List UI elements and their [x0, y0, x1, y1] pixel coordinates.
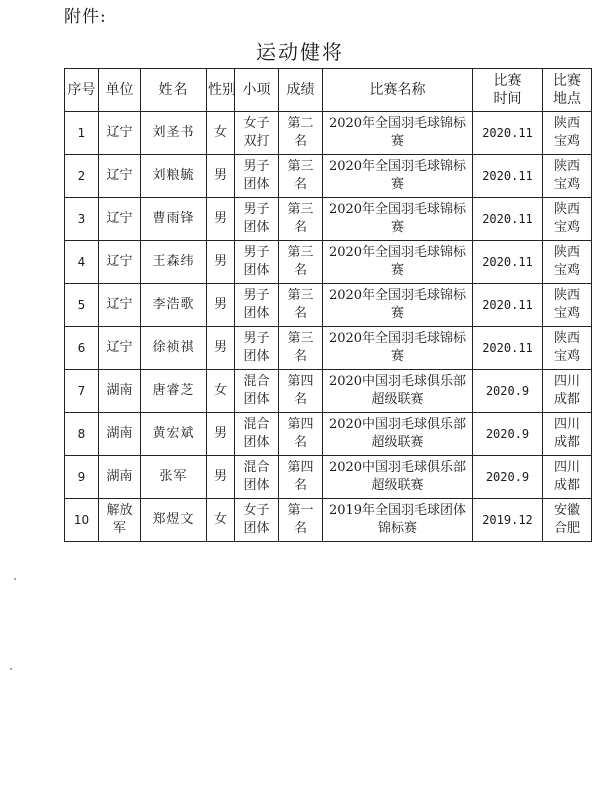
column-header-place: 比赛地点 — [543, 69, 592, 112]
cell-result: 第二名 — [279, 112, 323, 155]
cell-place: 四川成都 — [543, 456, 592, 499]
cell-date: 2020.11 — [473, 112, 543, 155]
cell-date: 2020.11 — [473, 284, 543, 327]
cell-competition: 2020年全国羽毛球锦标赛 — [323, 284, 473, 327]
table-header-row — [65, 69, 592, 112]
cell-name: 郑煜文 — [141, 499, 207, 542]
cell-unit: 辽宁 — [99, 112, 141, 155]
cell-date: 2020.11 — [473, 155, 543, 198]
cell-date: 2020.11 — [473, 241, 543, 284]
cell-unit: 辽宁 — [99, 284, 141, 327]
cell-event: 男子团体 — [235, 284, 279, 327]
column-header-result: 成绩 — [279, 69, 323, 112]
cell-gender: 男 — [207, 327, 235, 370]
cell-no: 4 — [65, 241, 99, 284]
table-row — [65, 284, 592, 327]
cell-competition: 2020年全国羽毛球锦标赛 — [323, 241, 473, 284]
cell-gender: 男 — [207, 241, 235, 284]
cell-gender: 男 — [207, 198, 235, 241]
table-row — [65, 456, 592, 499]
cell-result: 第三名 — [279, 155, 323, 198]
table-row — [65, 499, 592, 542]
cell-no: 1 — [65, 112, 99, 155]
cell-name: 刘粮毓 — [141, 155, 207, 198]
cell-unit: 湖南 — [99, 370, 141, 413]
cell-date: 2020.11 — [473, 327, 543, 370]
scan-speck — [14, 578, 16, 580]
cell-event: 女子团体 — [235, 499, 279, 542]
cell-name: 张军 — [141, 456, 207, 499]
cell-no: 3 — [65, 198, 99, 241]
cell-gender: 女 — [207, 499, 235, 542]
cell-event: 女子双打 — [235, 112, 279, 155]
cell-unit: 湖南 — [99, 456, 141, 499]
cell-no: 8 — [65, 413, 99, 456]
cell-unit: 辽宁 — [99, 155, 141, 198]
cell-date: 2020.9 — [473, 370, 543, 413]
cell-gender: 男 — [207, 155, 235, 198]
cell-event: 男子团体 — [235, 155, 279, 198]
cell-place: 陕西宝鸡 — [543, 284, 592, 327]
cell-event: 男子团体 — [235, 241, 279, 284]
cell-no: 9 — [65, 456, 99, 499]
cell-name: 黄宏斌 — [141, 413, 207, 456]
cell-name: 李浩歌 — [141, 284, 207, 327]
cell-result: 第四名 — [279, 413, 323, 456]
scan-speck — [10, 668, 12, 670]
cell-result: 第一名 — [279, 499, 323, 542]
cell-competition: 2020年全国羽毛球锦标赛 — [323, 112, 473, 155]
column-header-competition: 比赛名称 — [323, 69, 473, 112]
cell-no: 10 — [65, 499, 99, 542]
cell-place: 四川成都 — [543, 370, 592, 413]
cell-place: 安徽合肥 — [543, 499, 592, 542]
column-header-name: 姓名 — [141, 69, 207, 112]
cell-competition: 2020中国羽毛球俱乐部超级联赛 — [323, 456, 473, 499]
table-row — [65, 241, 592, 284]
table-row — [65, 413, 592, 456]
column-header-event: 小项 — [235, 69, 279, 112]
cell-gender: 女 — [207, 370, 235, 413]
cell-date: 2020.9 — [473, 413, 543, 456]
cell-competition: 2020中国羽毛球俱乐部超级联赛 — [323, 370, 473, 413]
table-row — [65, 112, 592, 155]
cell-gender: 男 — [207, 413, 235, 456]
cell-competition: 2019年全国羽毛球团体锦标赛 — [323, 499, 473, 542]
cell-name: 曹雨锋 — [141, 198, 207, 241]
table-row — [65, 370, 592, 413]
cell-event: 混合团体 — [235, 413, 279, 456]
cell-no: 2 — [65, 155, 99, 198]
cell-date: 2020.11 — [473, 198, 543, 241]
cell-unit: 辽宁 — [99, 327, 141, 370]
cell-competition: 2020年全国羽毛球锦标赛 — [323, 155, 473, 198]
cell-event: 混合团体 — [235, 456, 279, 499]
table-row — [65, 155, 592, 198]
athlete-table — [64, 68, 592, 542]
cell-unit: 辽宁 — [99, 241, 141, 284]
column-header-no: 序号 — [65, 69, 99, 112]
cell-event: 男子团体 — [235, 327, 279, 370]
cell-result: 第三名 — [279, 327, 323, 370]
cell-result: 第三名 — [279, 284, 323, 327]
cell-event: 混合团体 — [235, 370, 279, 413]
cell-gender: 男 — [207, 284, 235, 327]
cell-name: 刘圣书 — [141, 112, 207, 155]
cell-name: 唐睿芝 — [141, 370, 207, 413]
cell-competition: 2020年全国羽毛球锦标赛 — [323, 327, 473, 370]
cell-place: 四川成都 — [543, 413, 592, 456]
cell-place: 陕西宝鸡 — [543, 327, 592, 370]
cell-date: 2019.12 — [473, 499, 543, 542]
cell-name: 王森纬 — [141, 241, 207, 284]
cell-date: 2020.9 — [473, 456, 543, 499]
column-header-unit: 单位 — [99, 69, 141, 112]
cell-unit: 解放军 — [99, 499, 141, 542]
table-row — [65, 198, 592, 241]
page-title: 运动健将 — [256, 40, 344, 64]
cell-result: 第四名 — [279, 370, 323, 413]
cell-place: 陕西宝鸡 — [543, 112, 592, 155]
column-header-gender: 性别 — [207, 69, 235, 112]
column-header-date: 比赛时间 — [473, 69, 543, 112]
cell-competition: 2020年全国羽毛球锦标赛 — [323, 198, 473, 241]
cell-result: 第四名 — [279, 456, 323, 499]
cell-result: 第三名 — [279, 198, 323, 241]
cell-name: 徐祯祺 — [141, 327, 207, 370]
cell-gender: 男 — [207, 456, 235, 499]
table-row — [65, 327, 592, 370]
cell-result: 第三名 — [279, 241, 323, 284]
cell-unit: 湖南 — [99, 413, 141, 456]
cell-gender: 女 — [207, 112, 235, 155]
cell-no: 6 — [65, 327, 99, 370]
cell-no: 5 — [65, 284, 99, 327]
cell-no: 7 — [65, 370, 99, 413]
cell-unit: 辽宁 — [99, 198, 141, 241]
cell-place: 陕西宝鸡 — [543, 198, 592, 241]
cell-event: 男子团体 — [235, 198, 279, 241]
attachment-label: 附件: — [64, 7, 107, 27]
cell-place: 陕西宝鸡 — [543, 155, 592, 198]
cell-place: 陕西宝鸡 — [543, 241, 592, 284]
cell-competition: 2020中国羽毛球俱乐部超级联赛 — [323, 413, 473, 456]
